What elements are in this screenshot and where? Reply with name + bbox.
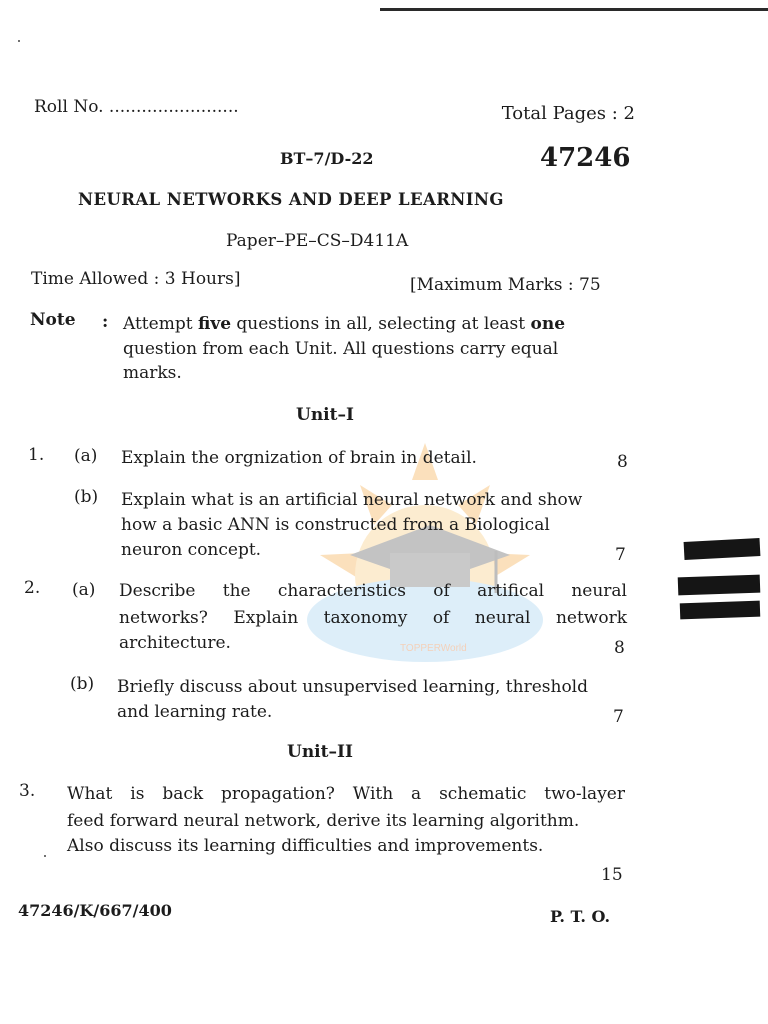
watermark-text: TOPPERWorld	[400, 643, 467, 654]
paper-code: BT–7/D-22	[280, 149, 374, 168]
scan-speck	[18, 40, 20, 42]
unit-heading: Unit–I	[296, 405, 354, 425]
footer-code: 47246/K/667/400	[18, 901, 172, 920]
paper-title: NEURAL NETWORKS AND DEEP LEARNING	[78, 190, 504, 209]
question-text: how a basic ANN is constructed from a Biological	[121, 515, 550, 535]
note-line-3: marks.	[123, 363, 182, 383]
note-line-2: question from each Unit. All questions carry equal	[123, 339, 559, 359]
note-label: Note	[30, 310, 76, 330]
part-label: (a)	[74, 446, 98, 466]
question-text: What is back propagation? With a schematic two-layer	[67, 784, 625, 804]
time-allowed: Time Allowed : 3 Hours]	[31, 269, 241, 289]
question-text: Explain what is an artificial neural network and show	[121, 490, 583, 510]
question-marks: 8	[614, 638, 625, 658]
question-text: and learning rate.	[117, 702, 273, 722]
scan-mark	[678, 575, 761, 596]
question-text: Also discuss its learning difficulties and improvements.	[67, 836, 544, 856]
question-text: neuron concept.	[121, 540, 262, 560]
question-marks: 7	[613, 707, 624, 727]
note-line-1: Attempt five questions in all, selecting at least one	[123, 314, 566, 334]
question-number: 2.	[24, 578, 41, 598]
question-marks: 8	[617, 452, 628, 472]
unit-heading: Unit–II	[287, 742, 353, 762]
part-label: (b)	[74, 487, 99, 507]
question-text: Describe the characteristics of artifical neural	[119, 581, 627, 601]
scan-mark	[684, 538, 761, 560]
question-text: Briefly discuss about unsupervised learning, threshold	[117, 677, 588, 697]
question-text: Explain the orgnization of brain in detail.	[121, 448, 477, 468]
question-text: feed forward neural network, derive its learning algorithm.	[67, 811, 580, 831]
maximum-marks: [Maximum Marks : 75	[410, 275, 601, 295]
part-label: (b)	[70, 674, 95, 694]
total-pages: Total Pages : 2	[501, 103, 635, 124]
question-text: architecture.	[119, 633, 231, 653]
please-turn-over: P. T. O.	[550, 907, 611, 926]
question-text: networks? Explain taxonomy of neural network	[119, 608, 627, 628]
note-colon: :	[102, 312, 109, 332]
scan-mark	[680, 601, 761, 620]
scan-speck	[44, 855, 46, 857]
question-marks: 7	[615, 545, 626, 565]
roll-number: Roll No. ........................	[34, 97, 239, 117]
scan-edge-line	[380, 8, 768, 11]
question-number: 3.	[19, 781, 36, 801]
paper-number: 47246	[540, 143, 631, 173]
question-marks: 15	[601, 865, 623, 885]
paper-subtitle: Paper–PE–CS–D411A	[226, 231, 409, 251]
part-label: (a)	[72, 580, 96, 600]
question-number: 1.	[28, 445, 45, 465]
